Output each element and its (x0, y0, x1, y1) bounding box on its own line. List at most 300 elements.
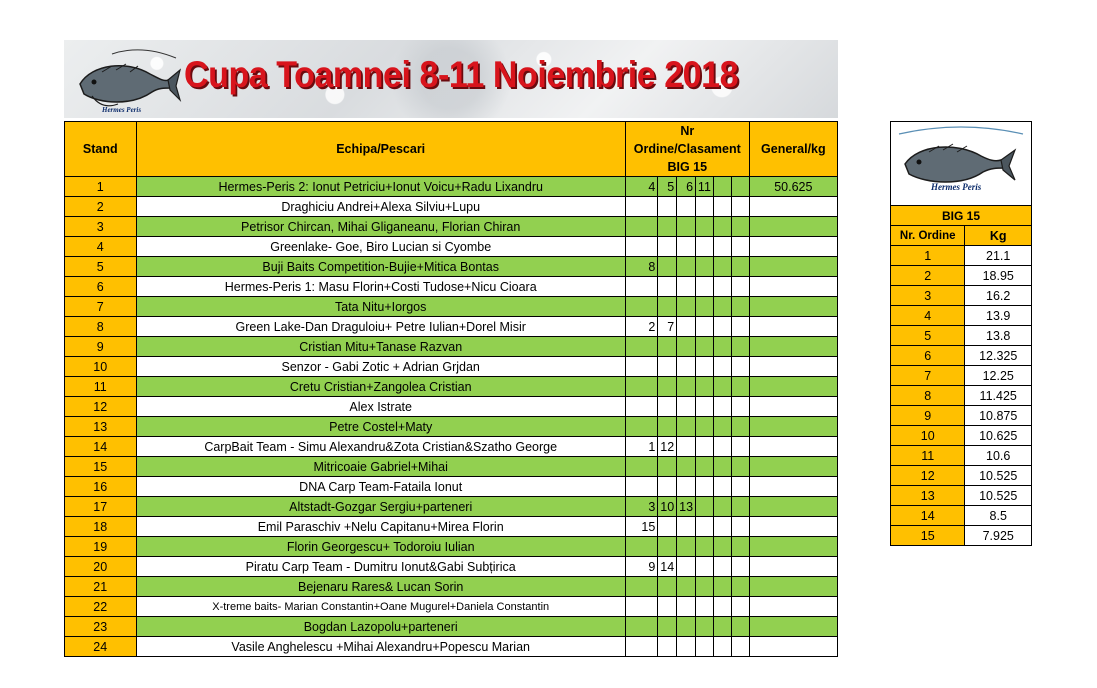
big15-order-cell (625, 397, 657, 417)
big15-order-cell (731, 597, 749, 617)
general-kg-cell (749, 397, 837, 417)
big15-order-cell (713, 517, 731, 537)
team-cell: Cristian Mitu+Tanase Razvan (136, 337, 625, 357)
big15-order-cell (677, 457, 696, 477)
big15-title: BIG 15 (891, 206, 1032, 226)
big15-row (891, 466, 1032, 486)
general-kg-cell (749, 597, 837, 617)
table-row (65, 437, 838, 457)
big15-order-cell (696, 417, 714, 437)
big15-kg-cell: 10.6 (965, 446, 1032, 466)
big15-order-cell (677, 597, 696, 617)
big15-order-cell (658, 197, 677, 217)
big15-kg-cell: 10.875 (965, 406, 1032, 426)
big15-order-cell (625, 237, 657, 257)
big15-order-cell (625, 277, 657, 297)
stand-cell: 17 (65, 497, 137, 517)
general-kg-cell (749, 517, 837, 537)
big15-order-cell (658, 297, 677, 317)
hermes-peris-logo (891, 122, 1031, 200)
big15-order-cell (713, 297, 731, 317)
table-row (65, 277, 838, 297)
big15-order-cell (677, 477, 696, 497)
general-kg-cell (749, 197, 837, 217)
big15-order-cell (658, 637, 677, 657)
big15-order-cell: 3 (891, 286, 965, 306)
big15-order-cell (713, 277, 731, 297)
big15-order-cell (713, 357, 731, 377)
big15-order-cell: 5 (891, 326, 965, 346)
team-cell: Buji Baits Competition-Bujie+Mitica Bontas (136, 257, 625, 277)
big15-order-cell (731, 257, 749, 277)
big15-order-cell (658, 257, 677, 277)
big15-order-cell (696, 477, 714, 497)
big15-order-cell (731, 557, 749, 577)
big15-order-cell (731, 457, 749, 477)
big15-order-cell (696, 517, 714, 537)
big15-order-cell (696, 597, 714, 617)
big15-order-cell (625, 577, 657, 597)
big15-order-cell (696, 577, 714, 597)
stand-cell: 23 (65, 617, 137, 637)
big15-order-cell (713, 317, 731, 337)
big15-order-cell (658, 357, 677, 377)
stand-cell: 12 (65, 397, 137, 417)
big15-order-cell (696, 237, 714, 257)
big15-order-cell: 7 (658, 317, 677, 337)
general-kg-cell (749, 637, 837, 657)
team-cell: Florin Georgescu+ Todoroiu Iulian (136, 537, 625, 557)
big15-row (891, 506, 1032, 526)
big15-order-cell: 6 (677, 177, 696, 197)
stand-cell: 18 (65, 517, 137, 537)
big15-order-cell (677, 557, 696, 577)
team-cell: Piratu Carp Team - Dumitru Ionut&Gabi Subțirica (136, 557, 625, 577)
big15-order-cell (713, 537, 731, 557)
big15-order-cell (625, 597, 657, 617)
big15-order-cell (677, 237, 696, 257)
col-big15-header: Nr Ordine/Clasament BIG 15 (625, 122, 749, 177)
big15-order-cell (713, 337, 731, 357)
big15-row (891, 266, 1032, 286)
big15-order-cell (696, 557, 714, 577)
big15-order-cell (625, 337, 657, 357)
team-cell: Alex Istrate (136, 397, 625, 417)
big15-logo-cell (891, 122, 1032, 206)
big15-order-cell (625, 297, 657, 317)
big15-kg-cell: 16.2 (965, 286, 1032, 306)
stand-cell: 8 (65, 317, 137, 337)
big15-order-cell (731, 337, 749, 357)
big15-table (890, 121, 1032, 546)
big15-order-cell: 13 (677, 497, 696, 517)
big15-kg-cell: 13.8 (965, 326, 1032, 346)
general-kg-cell (749, 557, 837, 577)
big15-order-cell (658, 277, 677, 297)
big15-order-cell (713, 197, 731, 217)
table-row (65, 497, 838, 517)
big15-order-cell (696, 197, 714, 217)
big15-kg-cell: 18.95 (965, 266, 1032, 286)
big15-order-cell: 15 (625, 517, 657, 537)
general-kg-cell (749, 437, 837, 457)
big15-order-cell (696, 277, 714, 297)
svg-text:Hermes Peris: Hermes Peris (931, 182, 982, 192)
big15-order-cell: 6 (891, 346, 965, 366)
big15-order-cell (731, 497, 749, 517)
general-kg-cell (749, 237, 837, 257)
big15-order-cell (658, 397, 677, 417)
stand-cell: 16 (65, 477, 137, 497)
big15-order-cell: 9 (625, 557, 657, 577)
big15-order-cell (713, 377, 731, 397)
team-cell: X-treme baits- Marian Constantin+Oane Mugurel+Daniela Constantin (136, 597, 625, 617)
big15-order-cell (731, 397, 749, 417)
general-kg-cell: 50.625 (749, 177, 837, 197)
team-cell: Petrisor Chircan, Mihai Gliganeanu, Florian Chiran (136, 217, 625, 237)
table-row (65, 537, 838, 557)
big15-order-cell (713, 637, 731, 657)
big15-order-cell (731, 437, 749, 457)
team-cell: CarpBait Team - Simu Alexandru&Zota Cristian&Szatho George (136, 437, 625, 457)
big15-order-cell (658, 537, 677, 557)
big15-order-cell (677, 197, 696, 217)
team-cell: Hermes-Peris 2: Ionut Petriciu+Ionut Voicu+Radu Lixandru (136, 177, 625, 197)
stand-cell: 3 (65, 217, 137, 237)
table-row (65, 177, 838, 197)
big15-order-cell (696, 437, 714, 457)
table-row (65, 257, 838, 277)
big15-order-cell (713, 257, 731, 277)
big15-row (891, 326, 1032, 346)
team-cell: Vasile Anghelescu +Mihai Alexandru+Popescu Marian (136, 637, 625, 657)
big15-order-cell (696, 637, 714, 657)
stand-cell: 10 (65, 357, 137, 377)
big15-order-cell (713, 497, 731, 517)
stand-cell: 7 (65, 297, 137, 317)
big15-order-cell (677, 517, 696, 537)
table-row (65, 517, 838, 537)
big15-order-cell (696, 377, 714, 397)
big15-order-cell (713, 237, 731, 257)
table-row (65, 337, 838, 357)
table-row (65, 577, 838, 597)
big15-order-cell (696, 297, 714, 317)
team-cell: Hermes-Peris 1: Masu Florin+Costi Tudose+Nicu Cioara (136, 277, 625, 297)
big15-order-cell (731, 537, 749, 557)
big15-row (891, 446, 1032, 466)
general-kg-cell (749, 477, 837, 497)
big15-kg-cell: 11.425 (965, 386, 1032, 406)
big15-order-cell (625, 477, 657, 497)
big15-row (891, 526, 1032, 546)
big15-row (891, 286, 1032, 306)
table-row (65, 377, 838, 397)
big15-order-cell (731, 577, 749, 597)
big15-order-cell (731, 217, 749, 237)
general-kg-cell (749, 457, 837, 477)
big15-order-cell (696, 497, 714, 517)
stand-cell: 15 (65, 457, 137, 477)
general-kg-cell (749, 217, 837, 237)
big15-kg-cell: 10.625 (965, 426, 1032, 446)
stand-cell: 9 (65, 337, 137, 357)
big15-kg-cell: 13.9 (965, 306, 1032, 326)
table-row (65, 417, 838, 437)
big15-order-cell: 3 (625, 497, 657, 517)
big15-order-cell (677, 577, 696, 597)
big15-order-cell: 12 (658, 437, 677, 457)
general-kg-cell (749, 617, 837, 637)
big15-order-cell (713, 177, 731, 197)
big15-order-cell (731, 417, 749, 437)
big15-order-cell: 14 (891, 506, 965, 526)
big15-order-cell (713, 477, 731, 497)
big15-row (891, 486, 1032, 506)
big15-col-order-header: Nr. Ordine (891, 226, 965, 246)
table-row (65, 317, 838, 337)
big15-order-cell: 13 (891, 486, 965, 506)
table-row (65, 197, 838, 217)
stand-cell: 14 (65, 437, 137, 457)
big15-order-cell (677, 637, 696, 657)
stand-cell: 5 (65, 257, 137, 277)
big15-row (891, 386, 1032, 406)
big15-order-cell (625, 537, 657, 557)
big15-order-cell: 15 (891, 526, 965, 546)
big15-row (891, 346, 1032, 366)
big15-order-cell: 4 (625, 177, 657, 197)
big15-row (891, 306, 1032, 326)
big15-order-cell (696, 617, 714, 637)
big15-order-cell (625, 457, 657, 477)
table-row (65, 597, 838, 617)
general-kg-cell (749, 577, 837, 597)
big15-kg-cell: 8.5 (965, 506, 1032, 526)
big15-order-cell: 14 (658, 557, 677, 577)
big15-order-cell (625, 357, 657, 377)
big15-order-cell (677, 257, 696, 277)
big15-order-cell: 1 (891, 246, 965, 266)
team-cell: Bejenaru Rares& Lucan Sorin (136, 577, 625, 597)
big15-row (891, 366, 1032, 386)
big15-order-cell: 8 (625, 257, 657, 277)
big15-order-cell (658, 597, 677, 617)
big15-order-cell (625, 617, 657, 637)
stand-cell: 2 (65, 197, 137, 217)
general-kg-cell (749, 497, 837, 517)
table-row (65, 297, 838, 317)
table-row (65, 457, 838, 477)
big15-order-cell (696, 257, 714, 277)
stand-cell: 21 (65, 577, 137, 597)
big15-order-cell: 10 (891, 426, 965, 446)
big15-kg-cell: 10.525 (965, 466, 1032, 486)
big15-order-cell (625, 377, 657, 397)
team-cell: Petre Costel+Maty (136, 417, 625, 437)
big15-order-cell (677, 357, 696, 377)
stand-cell: 13 (65, 417, 137, 437)
big15-order-cell (625, 417, 657, 437)
page-title: Cupa Toamnei 8-11 Noiembrie 2018 (184, 54, 739, 95)
big15-order-cell (731, 517, 749, 537)
team-cell: Cretu Cristian+Zangolea Cristian (136, 377, 625, 397)
big15-order-cell: 9 (891, 406, 965, 426)
big15-order-cell: 8 (891, 386, 965, 406)
big15-order-cell (677, 317, 696, 337)
big15-order-cell (731, 177, 749, 197)
big15-order-cell (677, 537, 696, 557)
big15-order-cell (731, 317, 749, 337)
big15-order-cell (696, 357, 714, 377)
table-row (65, 557, 838, 577)
big15-order-cell (658, 577, 677, 597)
results-table (64, 121, 838, 657)
big15-order-cell: 10 (658, 497, 677, 517)
stand-cell: 1 (65, 177, 137, 197)
big15-order-cell (625, 197, 657, 217)
big15-order-cell (731, 377, 749, 397)
big15-row (891, 426, 1032, 446)
big15-order-cell (677, 397, 696, 417)
big15-order-cell (696, 397, 714, 417)
stand-cell: 22 (65, 597, 137, 617)
stand-cell: 11 (65, 377, 137, 397)
big15-order-cell (731, 477, 749, 497)
big15-order-cell (731, 277, 749, 297)
big15-order-cell (658, 377, 677, 397)
table-row (65, 217, 838, 237)
big15-kg-cell: 10.525 (965, 486, 1032, 506)
big15-order-cell (731, 617, 749, 637)
stand-cell: 6 (65, 277, 137, 297)
big15-order-cell (625, 637, 657, 657)
big15-order-cell (677, 277, 696, 297)
team-cell: Green Lake-Dan Draguloiu+ Petre Iulian+Dorel Misir (136, 317, 625, 337)
big15-order-cell (713, 437, 731, 457)
big15-order-cell (658, 617, 677, 637)
big15-order-cell (658, 237, 677, 257)
big15-order-cell (696, 217, 714, 237)
big15-order-cell (677, 437, 696, 457)
big15-order-cell (658, 477, 677, 497)
big15-row (891, 406, 1032, 426)
table-row (65, 237, 838, 257)
big15-order-cell (658, 337, 677, 357)
big15-order-cell (658, 217, 677, 237)
col-stand-header: Stand (65, 122, 137, 177)
big15-order-cell (658, 457, 677, 477)
big15-col-kg-header: Kg (965, 226, 1032, 246)
big15-kg-cell: 12.25 (965, 366, 1032, 386)
big15-order-cell (677, 377, 696, 397)
big15-order-cell (677, 617, 696, 637)
stand-cell: 4 (65, 237, 137, 257)
stand-cell: 20 (65, 557, 137, 577)
big15-order-cell: 2 (891, 266, 965, 286)
big15-order-cell (713, 217, 731, 237)
big15-order-cell: 5 (658, 177, 677, 197)
team-cell: Bogdan Lazopolu+parteneri (136, 617, 625, 637)
general-kg-cell (749, 297, 837, 317)
big15-order-cell (731, 237, 749, 257)
big15-order-cell: 1 (625, 437, 657, 457)
big15-order-cell (731, 297, 749, 317)
big15-kg-cell: 21.1 (965, 246, 1032, 266)
table-row (65, 357, 838, 377)
general-kg-cell (749, 377, 837, 397)
big15-order-cell (731, 357, 749, 377)
table-row (65, 637, 838, 657)
team-cell: Altstadt-Gozgar Sergiu+parteneri (136, 497, 625, 517)
table-row (65, 477, 838, 497)
big15-order-cell (658, 517, 677, 537)
big15-order-cell: 12 (891, 466, 965, 486)
big15-order-cell (713, 617, 731, 637)
stand-cell: 19 (65, 537, 137, 557)
team-cell: Mitricoaie Gabriel+Mihai (136, 457, 625, 477)
team-cell: Tata Nitu+Iorgos (136, 297, 625, 317)
general-kg-cell (749, 317, 837, 337)
general-kg-cell (749, 417, 837, 437)
general-kg-cell (749, 277, 837, 297)
general-kg-cell (749, 257, 837, 277)
big15-order-cell (696, 457, 714, 477)
big15-order-cell (677, 217, 696, 237)
big15-order-cell (731, 197, 749, 217)
big15-order-cell (696, 337, 714, 357)
big15-order-cell (677, 297, 696, 317)
big15-kg-cell: 7.925 (965, 526, 1032, 546)
big15-order-cell (713, 457, 731, 477)
big15-order-cell (677, 417, 696, 437)
table-row (65, 617, 838, 637)
team-cell: Emil Paraschiv +Nelu Capitanu+Mirea Florin (136, 517, 625, 537)
general-kg-cell (749, 337, 837, 357)
big15-order-cell (625, 217, 657, 237)
big15-order-cell: 2 (625, 317, 657, 337)
big15-order-cell (713, 417, 731, 437)
big15-order-cell (713, 597, 731, 617)
big15-order-cell (713, 557, 731, 577)
stand-cell: 24 (65, 637, 137, 657)
svg-text:Hermes Peris: Hermes Peris (102, 106, 142, 114)
big15-order-cell (713, 577, 731, 597)
table-row (65, 397, 838, 417)
col-general-header: General/kg (749, 122, 837, 177)
col-team-header: Echipa/Pescari (136, 122, 625, 177)
hermes-peris-logo (72, 44, 182, 116)
big15-order-cell: 11 (891, 446, 965, 466)
big15-order-cell (696, 537, 714, 557)
big15-order-cell: 11 (696, 177, 714, 197)
big15-order-cell (713, 397, 731, 417)
banner (64, 40, 838, 118)
team-cell: Draghiciu Andrei+Alexa Silviu+Lupu (136, 197, 625, 217)
team-cell: Senzor - Gabi Zotic + Adrian Grjdan (136, 357, 625, 377)
team-cell: Greenlake- Goe, Biro Lucian si Cyombe (136, 237, 625, 257)
big15-order-cell (677, 337, 696, 357)
big15-kg-cell: 12.325 (965, 346, 1032, 366)
general-kg-cell (749, 357, 837, 377)
big15-order-cell (696, 317, 714, 337)
big15-order-cell: 7 (891, 366, 965, 386)
team-cell: DNA Carp Team-Fataila Ionut (136, 477, 625, 497)
big15-order-cell: 4 (891, 306, 965, 326)
general-kg-cell (749, 537, 837, 557)
big15-order-cell (658, 417, 677, 437)
big15-order-cell (731, 637, 749, 657)
